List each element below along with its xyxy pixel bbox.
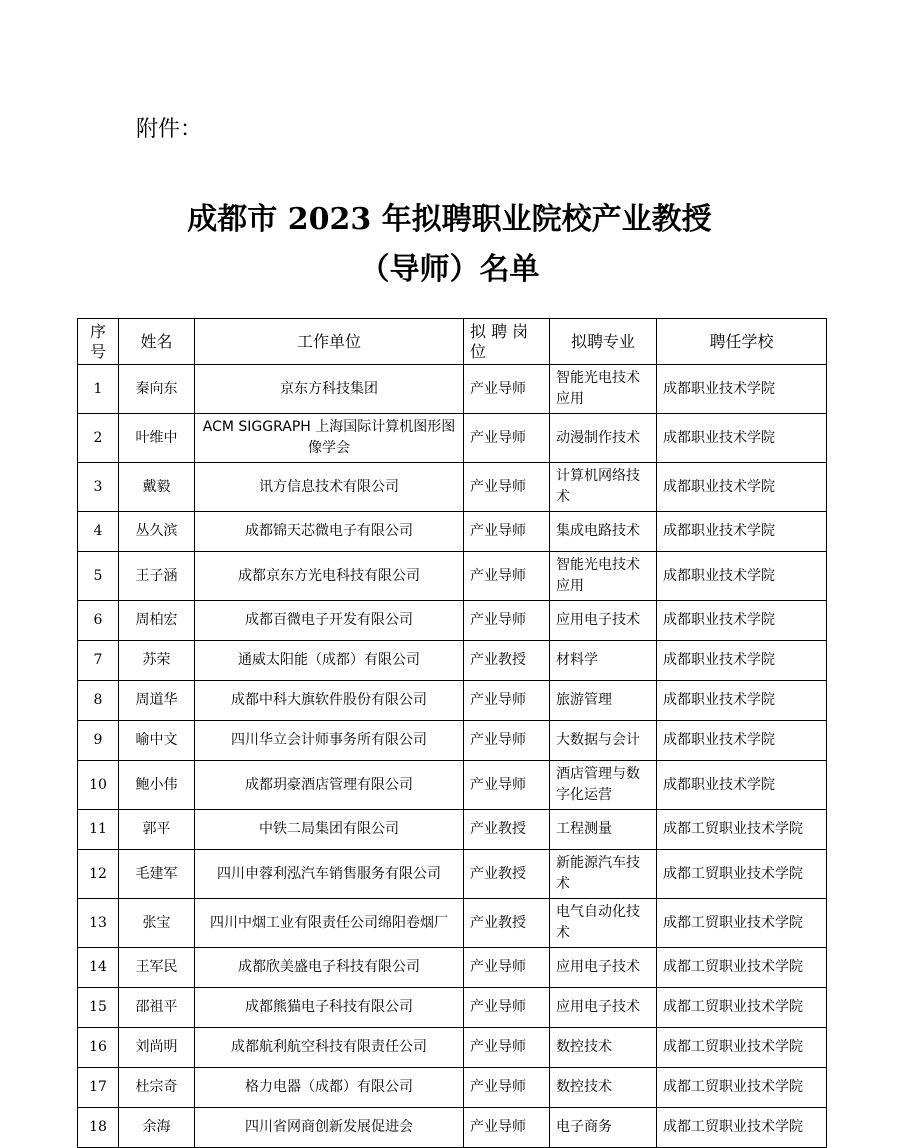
row-major: 新能源汽车技术: [550, 850, 657, 899]
row-unit: 成都欣美盛电子科技有限公司: [195, 948, 464, 988]
row-name: 周道华: [119, 681, 195, 721]
row-number: 13: [78, 899, 119, 948]
row-school: 成都职业技术学院: [657, 512, 827, 552]
row-number: 2: [78, 414, 119, 463]
row-position: 产业导师: [464, 761, 550, 810]
table-row: [78, 899, 827, 948]
row-unit: 成都中科大旗软件股份有限公司: [195, 681, 464, 721]
row-school: 成都职业技术学院: [657, 721, 827, 761]
row-position: 产业教授: [464, 810, 550, 850]
table-row: [78, 988, 827, 1028]
row-school: 成都工贸职业技术学院: [657, 899, 827, 948]
row-position: 产业导师: [464, 948, 550, 988]
header-major: 拟聘专业: [550, 319, 657, 365]
row-name: 毛建军: [119, 850, 195, 899]
row-major: 智能光电技术应用: [550, 552, 657, 601]
row-school: 成都职业技术学院: [657, 601, 827, 641]
row-major: 酒店管理与数字化运营: [550, 761, 657, 810]
table-row: [78, 1028, 827, 1068]
row-school: 成都工贸职业技术学院: [657, 850, 827, 899]
row-name: 王军民: [119, 948, 195, 988]
row-school: 成都工贸职业技术学院: [657, 1068, 827, 1108]
row-major: 应用电子技术: [550, 988, 657, 1028]
row-number: 5: [78, 552, 119, 601]
row-unit: 通威太阳能（成都）有限公司: [195, 641, 464, 681]
row-number: 3: [78, 463, 119, 512]
row-position: 产业导师: [464, 681, 550, 721]
row-position: 产业导师: [464, 988, 550, 1028]
header-name: 姓名: [119, 319, 195, 365]
table-row: [78, 365, 827, 414]
row-position: 产业教授: [464, 641, 550, 681]
row-position: 产业导师: [464, 1028, 550, 1068]
row-number: 17: [78, 1068, 119, 1108]
header-seq: [78, 319, 119, 365]
row-major: 应用电子技术: [550, 948, 657, 988]
table-body: [78, 365, 827, 1148]
row-name: 喻中文: [119, 721, 195, 761]
header-seq-bottom: 号: [89, 341, 106, 361]
row-unit: 讯方信息技术有限公司: [195, 463, 464, 512]
row-school: 成都工贸职业技术学院: [657, 810, 827, 850]
row-unit: 成都玥豪酒店管理有限公司: [195, 761, 464, 810]
row-number: 12: [78, 850, 119, 899]
row-school: 成都工贸职业技术学院: [657, 1028, 827, 1068]
row-name: 周柏宏: [119, 601, 195, 641]
row-name: 秦向东: [119, 365, 195, 414]
row-major: 动漫制作技术: [550, 414, 657, 463]
row-name: 丛久滨: [119, 512, 195, 552]
row-unit: 中铁二局集团有限公司: [195, 810, 464, 850]
row-school: 成都职业技术学院: [657, 552, 827, 601]
row-name: 戴毅: [119, 463, 195, 512]
row-major: 旅游管理: [550, 681, 657, 721]
table-row: [78, 761, 827, 810]
table-row: [78, 601, 827, 641]
row-number: 8: [78, 681, 119, 721]
table-header-row: [78, 319, 827, 365]
row-major: 应用电子技术: [550, 601, 657, 641]
table-row: [78, 641, 827, 681]
row-major: 计算机网络技术: [550, 463, 657, 512]
row-major: 智能光电技术应用: [550, 365, 657, 414]
row-number: 10: [78, 761, 119, 810]
row-position: 产业导师: [464, 601, 550, 641]
row-number: 6: [78, 601, 119, 641]
table-row: [78, 721, 827, 761]
row-unit: 成都熊猫电子科技有限公司: [195, 988, 464, 1028]
row-unit: 四川中烟工业有限责任公司绵阳卷烟厂: [195, 899, 464, 948]
row-name: 王子涵: [119, 552, 195, 601]
row-major: 材料学: [550, 641, 657, 681]
row-position: 产业教授: [464, 850, 550, 899]
row-number: 14: [78, 948, 119, 988]
row-unit: 成都百微电子开发有限公司: [195, 601, 464, 641]
row-number: 16: [78, 1028, 119, 1068]
table-row: [78, 552, 827, 601]
row-position: 产业导师: [464, 365, 550, 414]
row-name: 苏荣: [119, 641, 195, 681]
row-number: 7: [78, 641, 119, 681]
table-row: [78, 850, 827, 899]
row-number: 4: [78, 512, 119, 552]
row-unit: 四川省网商创新发展促进会: [195, 1108, 464, 1148]
row-position: 产业导师: [464, 721, 550, 761]
table-row: [78, 681, 827, 721]
row-position: 产业导师: [464, 1068, 550, 1108]
row-name: 余海: [119, 1108, 195, 1148]
row-unit: ACM SIGGRAPH 上海国际计算机图形图像学会: [195, 414, 464, 463]
row-major: 数控技术: [550, 1028, 657, 1068]
row-unit: 格力电器（成都）有限公司: [195, 1068, 464, 1108]
row-name: 张宝: [119, 899, 195, 948]
row-number: 9: [78, 721, 119, 761]
row-major: 大数据与会计: [550, 721, 657, 761]
row-school: 成都工贸职业技术学院: [657, 988, 827, 1028]
row-number: 11: [78, 810, 119, 850]
row-school: 成都职业技术学院: [657, 414, 827, 463]
row-number: 1: [78, 365, 119, 414]
row-position: 产业导师: [464, 512, 550, 552]
row-major: 电气自动化技术: [550, 899, 657, 948]
row-school: 成都职业技术学院: [657, 681, 827, 721]
document-title-line-1: 成都市 2023 年拟聘职业院校产业教授: [187, 202, 712, 237]
row-number: 15: [78, 988, 119, 1028]
row-name: 郭平: [119, 810, 195, 850]
row-name: 刘尚明: [119, 1028, 195, 1068]
appointee-table: [77, 318, 827, 1148]
row-position: 产业导师: [464, 552, 550, 601]
header-school: 聘任学校: [657, 319, 827, 365]
table-row: [78, 414, 827, 463]
row-name: 叶维中: [119, 414, 195, 463]
row-position: 产业教授: [464, 899, 550, 948]
row-position: 产业导师: [464, 463, 550, 512]
row-unit: 成都航利航空科技有限责任公司: [195, 1028, 464, 1068]
row-number: 18: [78, 1108, 119, 1148]
row-school: 成都职业技术学院: [657, 641, 827, 681]
attachment-label: 附件：: [136, 117, 203, 142]
table-row: [78, 1068, 827, 1108]
table-row: [78, 948, 827, 988]
row-school: 成都职业技术学院: [657, 365, 827, 414]
row-school: 成都工贸职业技术学院: [657, 1108, 827, 1148]
row-unit: 四川华立会计师事务所有限公司: [195, 721, 464, 761]
row-major: 电子商务: [550, 1108, 657, 1148]
table-row: [78, 463, 827, 512]
row-major: 工程测量: [550, 810, 657, 850]
header-unit: 工作单位: [195, 319, 464, 365]
document-title-line-2: （导师）名单: [359, 252, 540, 287]
row-unit: 成都锦天芯微电子有限公司: [195, 512, 464, 552]
row-school: 成都工贸职业技术学院: [657, 948, 827, 988]
table-row: [78, 1108, 827, 1148]
row-name: 鲍小伟: [119, 761, 195, 810]
row-school: 成都职业技术学院: [657, 463, 827, 512]
row-major: 集成电路技术: [550, 512, 657, 552]
row-position: 产业导师: [464, 1108, 550, 1148]
row-unit: 成都京东方光电科技有限公司: [195, 552, 464, 601]
table-row: [78, 512, 827, 552]
row-unit: 四川申蓉利泓汽车销售服务有限公司: [195, 850, 464, 899]
header-seq-top: 序: [89, 321, 106, 341]
row-position: 产业导师: [464, 414, 550, 463]
row-name: 邵祖平: [119, 988, 195, 1028]
row-major: 数控技术: [550, 1068, 657, 1108]
row-school: 成都职业技术学院: [657, 761, 827, 810]
table-row: [78, 810, 827, 850]
header-position: 拟 聘 岗 位: [464, 319, 550, 365]
row-name: 杜宗奇: [119, 1068, 195, 1108]
row-unit: 京东方科技集团: [195, 365, 464, 414]
